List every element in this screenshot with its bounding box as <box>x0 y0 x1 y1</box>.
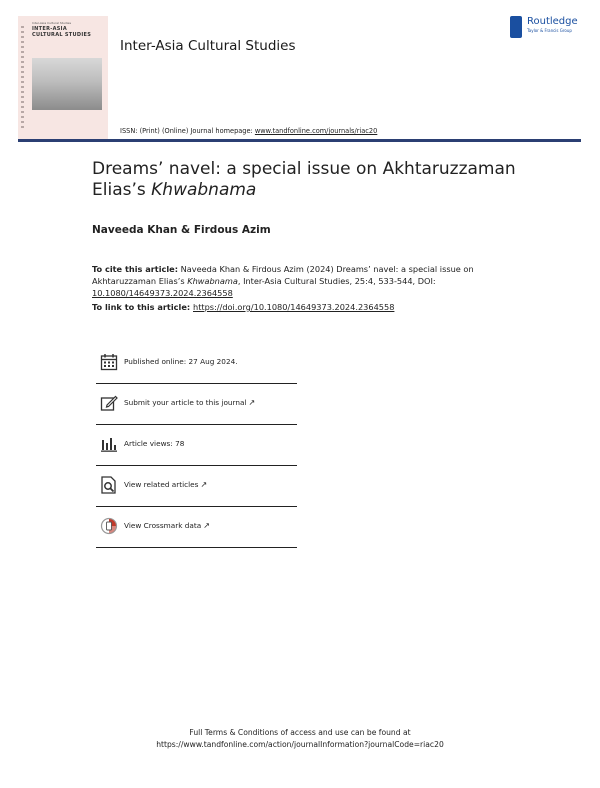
citation-block <box>92 263 512 299</box>
journal-cover-thumbnail[interactable] <box>18 16 108 140</box>
issn-text: ISSN: (Print) (Online) Journal homepage: <box>120 127 255 135</box>
issn-line <box>120 127 377 135</box>
external-link-icon: ↗ <box>248 398 256 407</box>
citation-text-1: Naveeda Khan & Firdous Azim (2024) Dreams’ navel: a special issue on Akhtaruzzaman Elias’s <box>92 264 474 286</box>
citation-label: To cite this article: <box>92 264 178 274</box>
related-articles-link[interactable] <box>124 480 207 489</box>
submit-article-link[interactable] <box>124 398 255 407</box>
article-views-row <box>96 425 297 466</box>
cover-spine <box>21 26 24 130</box>
journal-title[interactable]: Inter-Asia Cultural Studies <box>120 38 296 54</box>
journal-homepage-link[interactable]: www.tandfonline.com/journals/riac20 <box>254 127 378 135</box>
article-title <box>92 159 532 201</box>
article-views-text: Article views: 78 <box>124 439 185 448</box>
external-link-icon: ↗ <box>200 480 208 489</box>
citation-text-italic: Khwabnama <box>187 276 238 286</box>
footer-terms-link[interactable]: https://www.tandfonline.com/action/journalInformation?journalCode=riac20 <box>156 740 444 749</box>
related-articles-label: View related articles <box>124 480 199 489</box>
cover-top-text: Inter-Asia Cultural Studies <box>32 21 72 25</box>
cover-title-line2: CULTURAL STUDIES <box>32 32 92 38</box>
calendar-icon <box>100 353 118 371</box>
search-icon <box>100 476 118 494</box>
citation-doi-link[interactable]: 10.1080/14649373.2024.2364558 <box>92 288 233 298</box>
article-title-italic: Khwabnama <box>151 180 257 200</box>
cover-title <box>32 26 91 38</box>
crossmark-link[interactable] <box>124 521 210 530</box>
related-articles-row[interactable] <box>96 466 297 507</box>
submit-article-row[interactable] <box>96 384 297 425</box>
publisher-subtitle: Taylor & Francis Group <box>527 28 572 33</box>
citation-text-2: , Inter-Asia Cultural Studies, 25:4, 533-544, DOI: <box>237 276 436 286</box>
cover-title-line1: INTER-ASIA <box>32 26 67 32</box>
submit-article-label: Submit your article to this journal <box>124 398 247 407</box>
article-authors: Naveeda Khan & Firdous Azim <box>92 224 271 236</box>
crossmark-label: View Crossmark data <box>124 521 202 530</box>
routledge-logo[interactable] <box>510 16 590 40</box>
publisher-name: Routledge <box>527 16 578 27</box>
article-title-main: Dreams’ navel: a special issue on Akhtaruzzaman Elias’s <box>92 159 516 200</box>
article-doi-url[interactable]: https://doi.org/10.1080/14649373.2024.2364558 <box>193 302 395 312</box>
published-online-row <box>96 343 297 384</box>
footer <box>0 727 600 751</box>
published-online-text: Published online: 27 Aug 2024. <box>124 357 238 366</box>
edit-icon <box>100 394 118 412</box>
article-link-label: To link to this article: <box>92 302 193 312</box>
bar-chart-icon <box>100 435 118 453</box>
article-link-line <box>92 302 394 312</box>
routledge-mark-icon <box>510 16 522 38</box>
header-divider <box>18 139 581 142</box>
cover-photo <box>32 58 102 110</box>
external-link-icon: ↗ <box>203 521 210 530</box>
footer-terms-text: Full Terms & Conditions of access and use can be found at <box>189 728 411 737</box>
crossmark-row[interactable] <box>96 507 297 548</box>
crossmark-icon <box>100 517 118 535</box>
